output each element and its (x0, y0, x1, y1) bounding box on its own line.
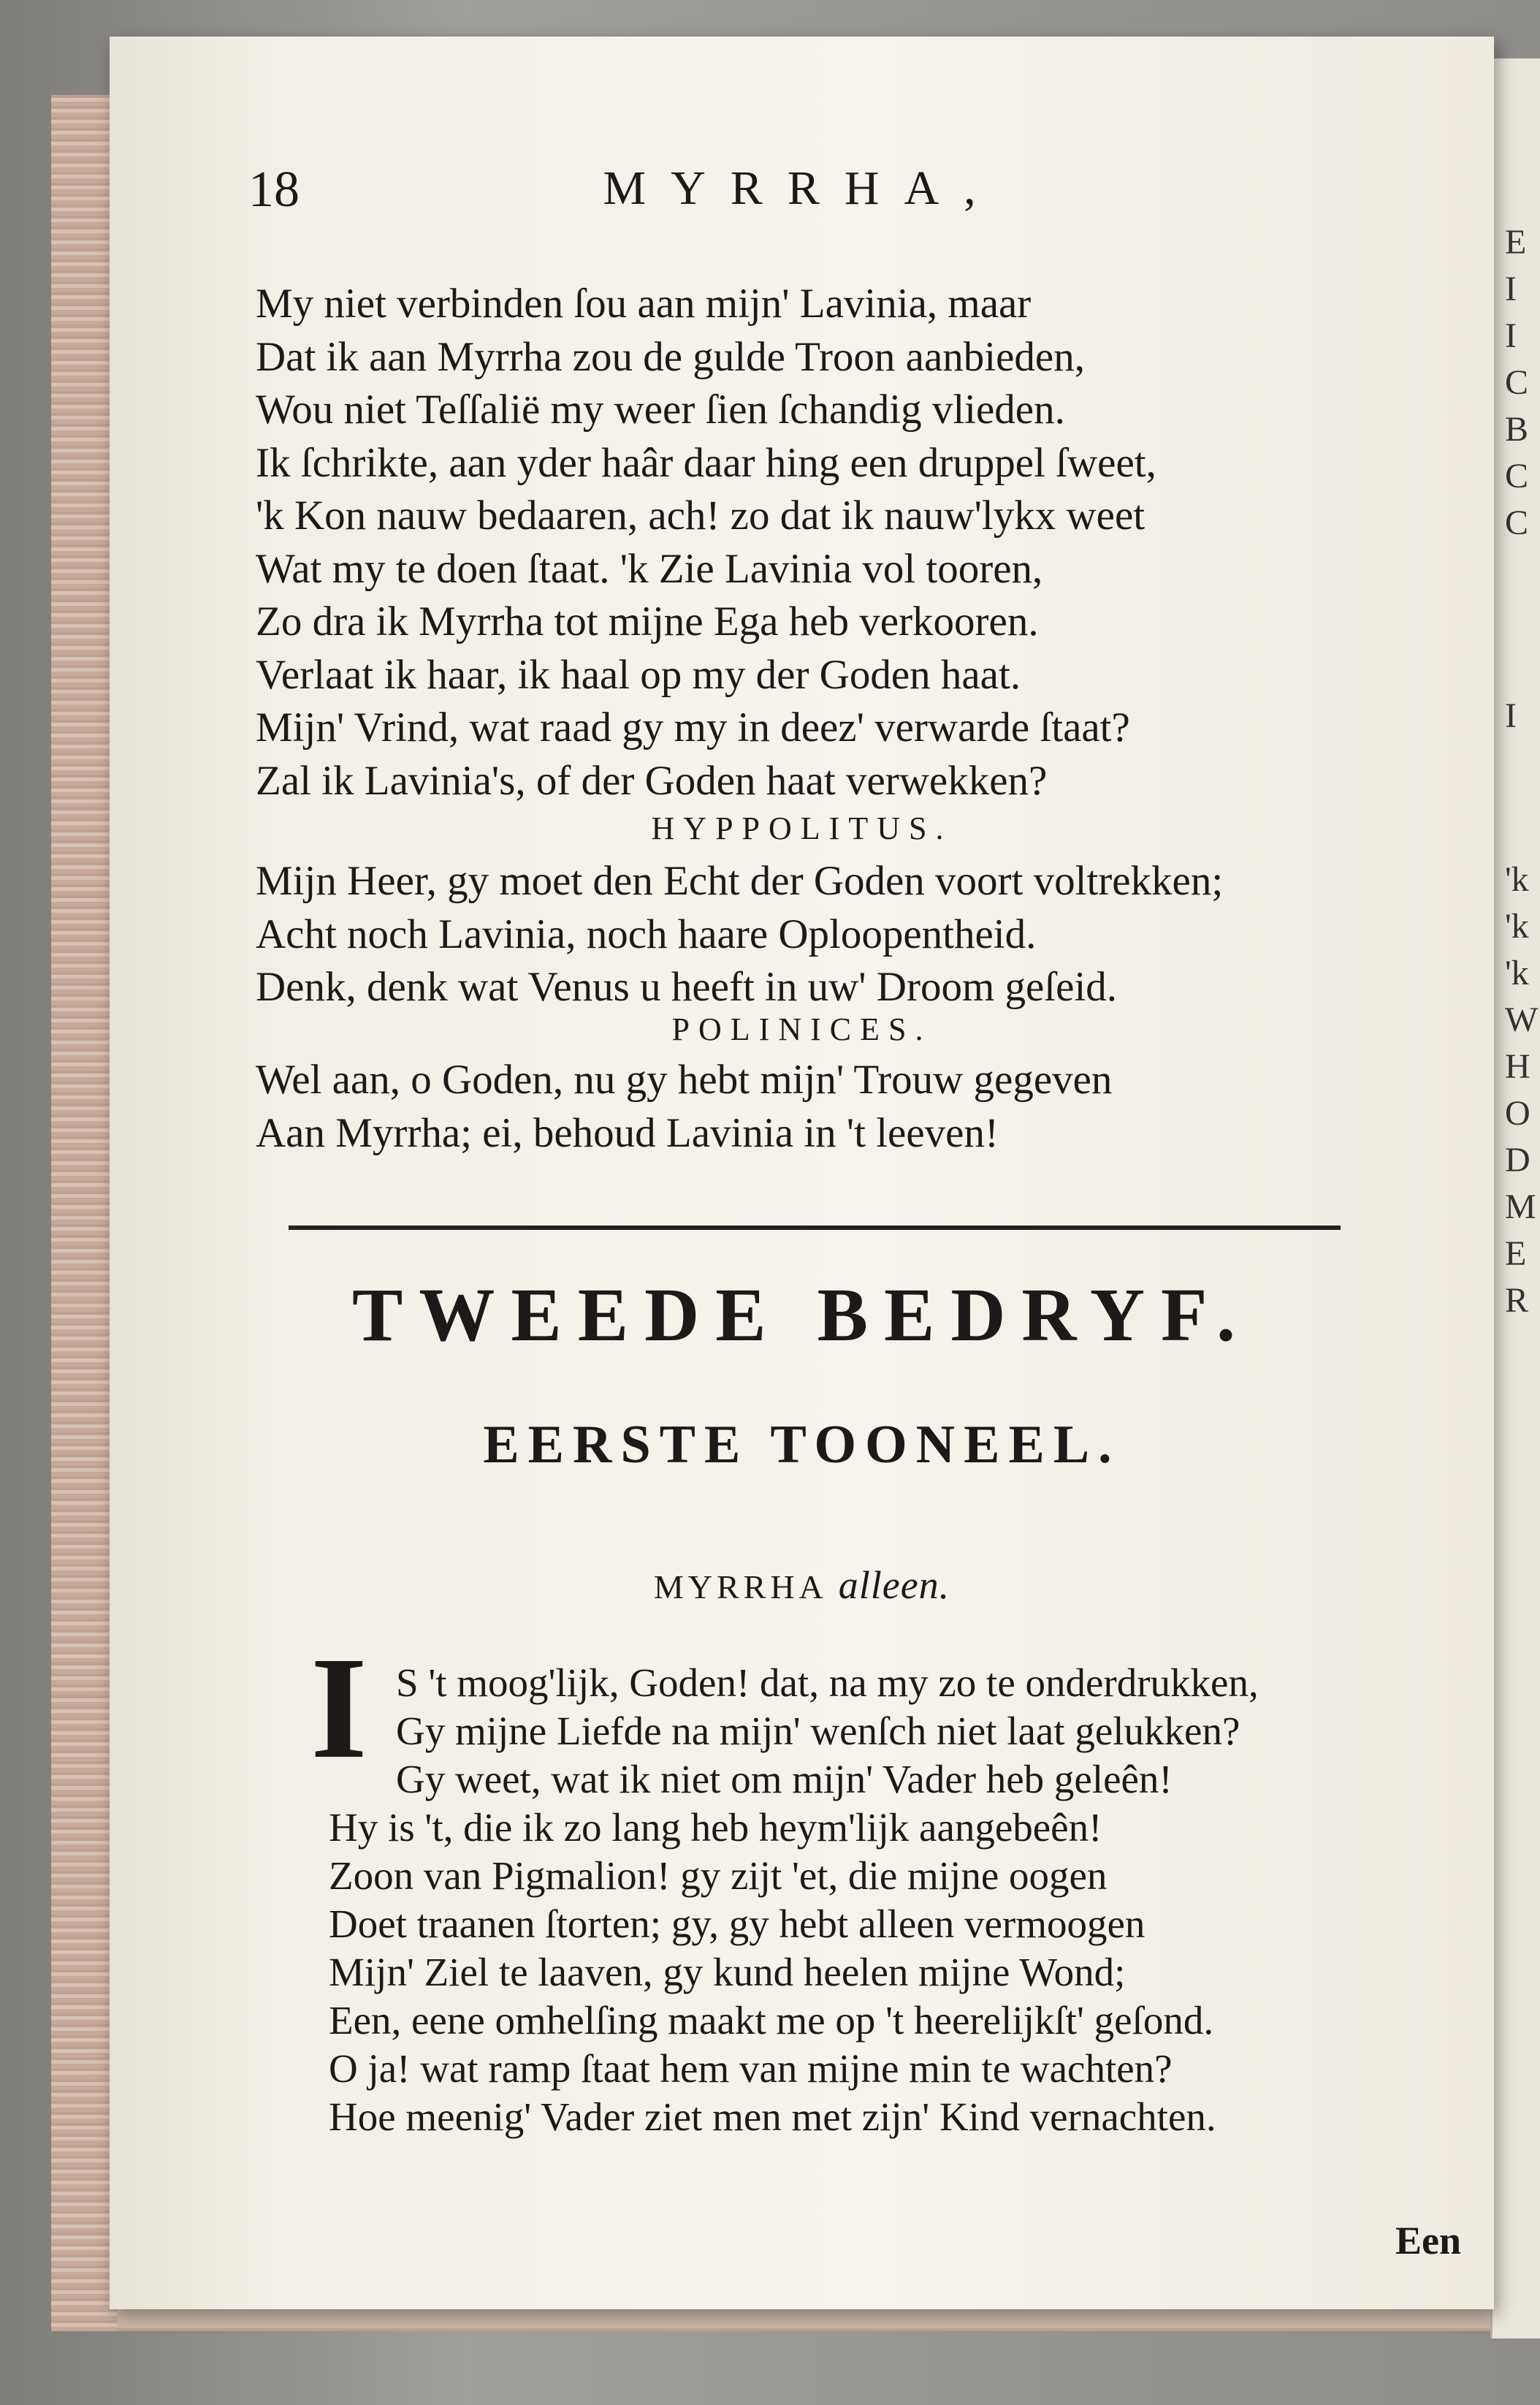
facing-letter: E (1505, 1234, 1527, 1273)
facing-letter: I (1505, 316, 1517, 355)
cast-note: alleen. (838, 1563, 950, 1607)
verse-line: Mijn Heer, gy moet den Echt der Goden voort voltrekken; (256, 858, 1224, 904)
facing-letter: I (1505, 270, 1517, 308)
facing-letter: C (1505, 457, 1529, 495)
speech-block-2 (256, 855, 1461, 1014)
facing-letter: 'k (1505, 907, 1529, 946)
cast-name: MYRRHA (653, 1568, 826, 1606)
section-rule (289, 1226, 1341, 1230)
verse-line: Hy is 't, die ik zo lang heb heym'lijk aangebeên! (329, 1805, 1102, 1850)
verse-line: Aan Myrrha; ei, behoud Lavinia in 't leeven! (256, 1109, 999, 1156)
act-title: TWEEDE BEDRYF. (352, 1273, 1251, 1357)
facing-letter: 'k (1505, 954, 1529, 992)
verse-line: Ik ſchrikte, aan yder haâr daar hing een druppel ſweet, (256, 439, 1156, 486)
facing-letter: W (1505, 1000, 1539, 1039)
facing-letter: B (1505, 410, 1529, 449)
verse-line: Gy weet, wat ik niet om mijn' Vader heb geleên! (396, 1757, 1173, 1801)
speech-block-1 (256, 278, 1461, 808)
verse-line: Mijn' Vrind, wat raad gy my in deez' verwarde ſtaat? (256, 704, 1130, 751)
verse-line: Acht noch Lavinia, noch haare Oploopentheid. (256, 911, 1037, 957)
drop-cap: I (310, 1627, 367, 1789)
verse-line: Mijn' Ziel te laaven, gy kund heelen mijne Wond; (329, 1950, 1126, 1994)
verse-line: Een, eene omhelſing maakt me op 't heerelijkſt' geſond. (329, 1998, 1214, 2043)
verse-line: Denk, denk wat Venus u heeft in uw' Droom geſeid. (256, 964, 1118, 1010)
page-header (110, 161, 1494, 241)
verse-line: Wel aan, o Goden, nu gy hebt mijn' Trouw gegeven (256, 1057, 1113, 1103)
catchword: Een (1395, 2219, 1462, 2262)
facing-letter: M (1505, 1188, 1536, 1226)
facing-letter: R (1505, 1281, 1529, 1320)
verse-line: Zoon van Pigmalion! gy zijt 'et, die mijne oogen (329, 1853, 1108, 1898)
verse-line: Wou niet Teſſalië my weer ſien ſchandig vlieden. (256, 387, 1065, 433)
facing-letter: C (1505, 504, 1529, 542)
monologue-block (329, 1659, 1468, 2141)
verse-line: My niet verbinden ſou aan mijn' Lavinia, maar (256, 281, 1032, 327)
speaker-heading: POLINICES. (671, 1011, 932, 1047)
facing-page-letters (1505, 219, 1540, 1324)
page-number: 18 (248, 162, 300, 218)
speaker-heading: HYPPOLITUS. (651, 810, 953, 846)
book-page (110, 37, 1494, 2309)
verse-line: Gy mijne Liefde na mijn' wenſch niet laat gelukken? (396, 1709, 1240, 1753)
facing-letter: O (1505, 1094, 1531, 1133)
scene-title: EERSTE TOONEEL. (483, 1415, 1121, 1475)
verse-line: 'k Kon nauw bedaaren, ach! zo dat ik nauw'lykx weet (256, 493, 1146, 539)
verse-line: Verlaat ik haar, ik haal op my der Goden haat. (256, 651, 1021, 698)
cover-edge (51, 95, 117, 2331)
facing-letter: 'k (1505, 860, 1529, 899)
verse-line: Hoe meenig' Vader ziet men met zijn' Kind vernachten. (329, 2094, 1216, 2139)
verse-line: O ja! wat ramp ſtaat hem van mijne min te wachten? (329, 2046, 1173, 2091)
speech-block-3 (256, 1054, 1461, 1160)
verse-line: Zo dra ik Myrrha tot mijne Ega heb verkooren. (256, 599, 1039, 645)
verse-line: Wat my te doen ſtaat. 'k Zie Lavinia vol tooren, (256, 545, 1043, 592)
facing-letter: E (1505, 223, 1527, 262)
facing-letter: C (1505, 363, 1529, 402)
cast-line (110, 1562, 1494, 1608)
running-head: MYRRHA, (603, 162, 1001, 215)
facing-letter: I (1505, 696, 1517, 735)
facing-letter: D (1505, 1141, 1531, 1179)
verse-line: Dat ik aan Myrrha zou de gulde Troon aanbieden, (256, 333, 1085, 380)
verse-line: Zal ik Lavinia's, of der Goden haat verwekken? (256, 757, 1048, 804)
verse-line: Doet traanen ſtorten; gy, gy hebt alleen vermoogen (329, 1901, 1146, 1946)
facing-letter: H (1505, 1047, 1531, 1086)
verse-line: S 't moog'lijk, Goden! dat, na my zo te onderdrukken, (396, 1660, 1259, 1705)
